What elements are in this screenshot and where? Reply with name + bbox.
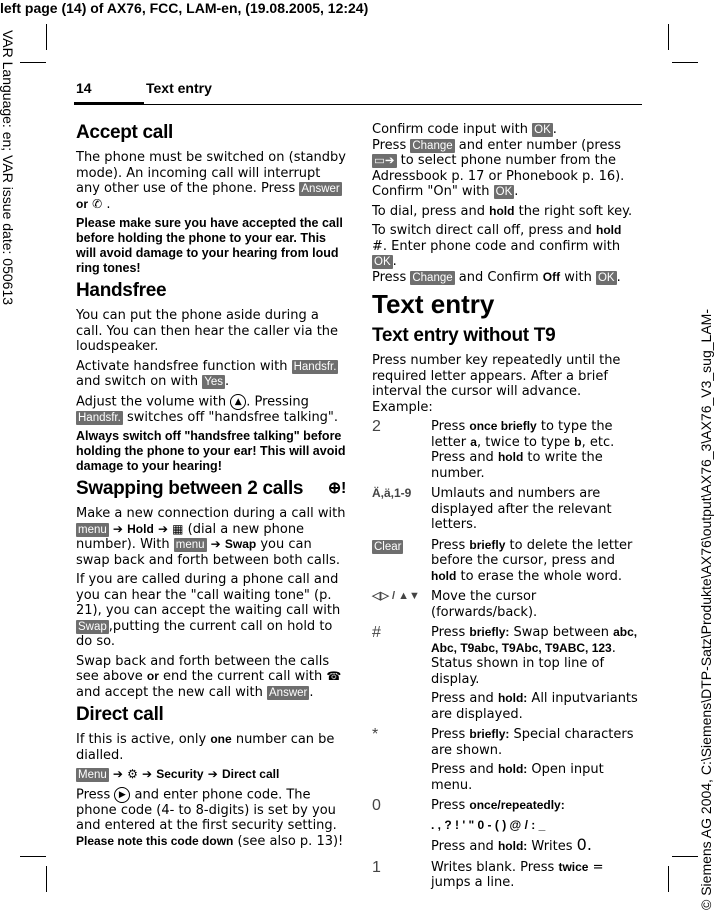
softkey: Handsfr.: [78, 411, 121, 424]
crop-mark: [46, 24, 47, 50]
side-note-left: VAR Language: en; VAR issue date: 050613: [0, 30, 16, 306]
left-column: [76, 122, 346, 853]
softkey: Menu: [78, 769, 107, 781]
print-header: left page (14) of AX76, FCC, LAM-en, (19.08.2005, 12:24): [0, 0, 369, 16]
end-call-icon: ☎: [326, 669, 342, 683]
key-row: Clear Press briefly to delete the letter before the cursor, press and hold to erase the whole word.: [374, 537, 633, 584]
softkey: OK: [495, 186, 513, 198]
network-service-icon: ⊕!: [327, 480, 346, 497]
paragraph: Press ▶ and enter phone code. The phone code (4- to 8-digits) is set by you and entered at the first security setting. Please note this code down (see also p. 13)!: [76, 787, 344, 849]
header-rule: [74, 102, 144, 105]
nav-keys-icon: ◁▷ / ▲▼: [372, 590, 420, 602]
softkey: Handsfr.: [293, 360, 337, 373]
heading-text-entry-no-t9: Text entry without T9: [372, 325, 556, 346]
heading-handsfree: Handsfree: [76, 280, 167, 301]
crop-mark: [668, 24, 669, 50]
side-note-right: © Siemens AG 2004, C:\Siemens\DTP-Satz\Produkte\AX76\output\AX76_3\AX76_V3_sug_LAM-: [698, 309, 714, 910]
header-rule-thin: [144, 104, 642, 105]
crop-mark: [20, 62, 46, 63]
dial-pad-icon: ▦: [172, 521, 184, 536]
softkey: menu: [175, 539, 205, 551]
softkey: Yes: [204, 376, 224, 388]
crop-mark: [46, 866, 47, 892]
settings-icon: ⚙: [127, 767, 138, 781]
crop-mark: [672, 856, 698, 857]
key-row: # Press briefly: Swap between abc, Abc, T9abc, T9Abc, T9ABC, 123. Status shown in top line of display. Press and hold: All inputvariants are displayed.: [372, 624, 638, 722]
key-row: 0 Press once/repeatedly: . , ? ! ' " 0 - ( ) @ / : _ Press and hold: Writes 0.: [372, 797, 592, 854]
paragraph: Adjust the volume with ▲ . Pressing Handsfr. switches off "handsfree talking".: [76, 394, 339, 425]
paragraph: You can put the phone aside during a call. You can then hear the caller via the loudspeaker.: [76, 308, 339, 354]
softkey: Change: [412, 139, 453, 152]
softkey: menu: [78, 523, 107, 536]
paragraph: Activate handsfree function with Handsfr. and switch on with Yes .: [76, 358, 337, 389]
paragraph: Swap back and forth between the calls see above or end the current call with ☎ and accept the new call with Answer .: [76, 653, 342, 700]
page-title: Text entry: [146, 80, 212, 96]
softkey: Change: [412, 271, 453, 284]
key-row: Ä,ä,1-9 Umlauts and numbers are displayed after the relevant letters.: [372, 486, 612, 532]
crop-mark: [20, 856, 46, 857]
softkey: OK: [374, 256, 391, 268]
phonebook-key-icon: ▭➔: [374, 155, 395, 167]
key-row: 1 Writes blank. Press twice = jumps a line.: [372, 858, 604, 890]
paragraph: To dial, press and hold the right soft key.: [372, 203, 633, 219]
key-row: 2 Press once briefly to type the letter a, twice to type b, etc. Press and hold to write the number.: [372, 418, 615, 481]
right-column: [372, 122, 640, 896]
paragraph: If you are called during a phone call and you can hear the "call waiting tone" (p. 21), you can accept the waiting call with Swap ,putting the current call on hold to do so.: [76, 572, 341, 649]
paragraph: Make a new connection during a call with menu ➔ Hold ➔ ▦ (dial a new phone number). With menu ➔ Swap you can swap back and forth between both calls.: [76, 506, 346, 568]
warning-note: Please make sure you have accepted the call before holding the phone to your ear. This will avoid damage to your hearing from loud ring tones!: [76, 216, 343, 275]
page-number: 14: [76, 80, 92, 96]
call-key-icon: ✆: [92, 196, 103, 211]
paragraph: If this is active, only one number can be dialled.: [76, 732, 335, 763]
paragraph: Confirm code input with OK . Press Change and enter number (press ▭➔ to select phone number from the Adressbook p. 17 or Phonebook p. 16). Confirm "On" with OK .: [372, 122, 625, 199]
softkey: Swap: [78, 620, 107, 633]
key-row: ◁▷ / ▲▼ Move the cursor (forwards/back).: [372, 589, 538, 620]
heading-direct-call: Direct call: [76, 704, 164, 725]
heading-swapping: Swapping between 2 calls ⊕!: [76, 478, 346, 499]
heading-accept-call: Accept call: [76, 122, 174, 143]
key-row: * Press briefly: Special characters are shown. Press and hold: Open input menu.: [372, 726, 634, 793]
softkey: OK: [597, 271, 615, 284]
softkey: Answer: [301, 183, 340, 195]
menu-path: Menu ➔ ⚙ ➔ Security ➔ Direct call: [78, 767, 280, 781]
paragraph: The phone must be switched on (standby mode). An incoming call will interrupt any other use of the phone. Press Answer or ✆ .: [76, 150, 346, 212]
crop-mark: [672, 62, 698, 63]
warning-note: Always switch off "handsfree talking" before holding the phone to your ear! This will avoid damage to your hearing!: [76, 429, 346, 473]
crop-mark: [668, 866, 669, 892]
section-title: Text entry: [372, 289, 495, 319]
softkey: OK: [534, 124, 551, 136]
nav-right-icon: ▶: [114, 787, 130, 803]
softkey: Clear: [374, 540, 402, 553]
paragraph: To switch direct call off, press and hold #. Enter phone code and confirm with OK . Press Change and Confirm Off with OK .: [372, 223, 622, 285]
paragraph: Press number key repeatedly until the required letter appears. After a brief interval the cursor will advance. Example:: [372, 353, 621, 415]
softkey: Answer: [269, 686, 308, 699]
volume-control-icon: ▲: [230, 394, 246, 410]
